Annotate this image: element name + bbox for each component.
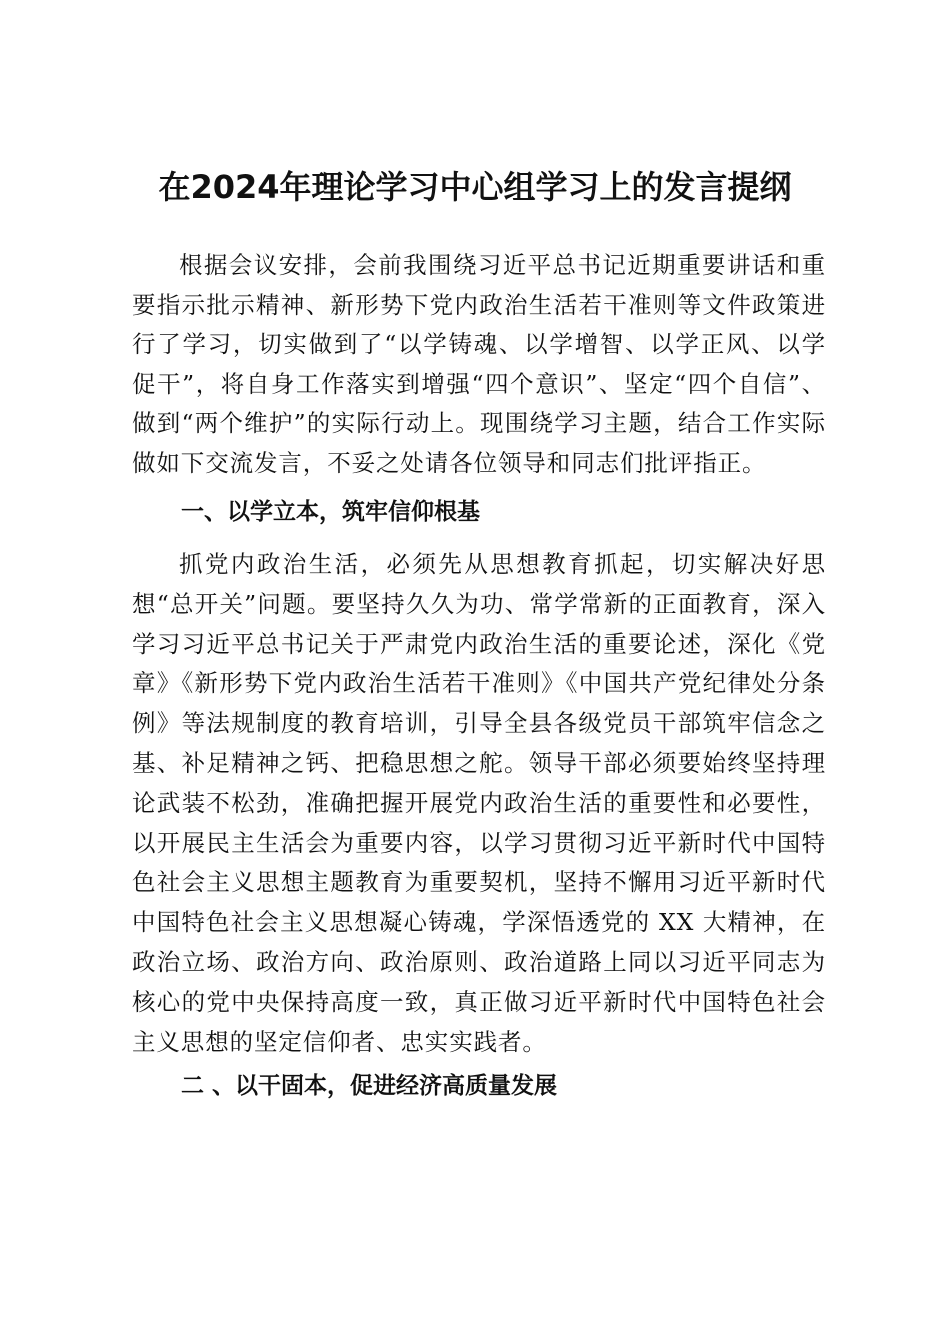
intro-paragraph: 根据会议安排，会前我围绕习近平总书记近期重要讲话和重要指示批示精神、新形势下党内政治生活若干准则等文件政策进行了学习，切实做到了“以学铸魂、以学增智、以学正风、以学促干”，将自身工作落实到增强“四个意识”、坚定“四个自信”、做到“两个维护”的实际行动上。现围绕学习主题，结合工作实际做如下交流发言，不妥之处请各位领导和同志们批评指正。 (132, 251, 826, 477)
section-heading-2: 二 、以干固本，促进经济高质量发展 (181, 1073, 558, 1099)
section-heading-1: 一、以学立本，筑牢信仰根基 (181, 499, 480, 525)
document-title: 在2024年理论学习中心组学习上的发言提纲 (158, 168, 792, 206)
section-1-paragraph: 抓党内政治生活，必须先从思想教育抓起，切实解决好思想“总开关”问题。要坚持久久为功、常学常新的正面教育，深入学习习近平总书记关于严肃党内政治生活的重要论述，深化《党章》《新形势下党内政治生活若干准则》《中国共产党纪律处分条例》等法规制度的教育培训，引导全县各级党员干部筑牢信念之基、补足精神之钙、把稳思想之舵。领导干部必须要始终坚持理论武装不松劲，准确把握开展党内政治生活的重要性和必要性，以开展民主生活会为重要内容，以学习贯彻习近平新时代中国特色社会主义思想主题教育为重要契机，坚持不懈用习近平新时代中国特色社会主义思想凝心铸魂，学深悟透党的 XX 大精神，在政治立场、政治方向、政治原则、政治道路上同以习近平同志为核心的党中央保持高度一致，真正做习近平新时代中国特色社会主义思想的坚定信仰者、忠实实践者。 (132, 550, 826, 1056)
